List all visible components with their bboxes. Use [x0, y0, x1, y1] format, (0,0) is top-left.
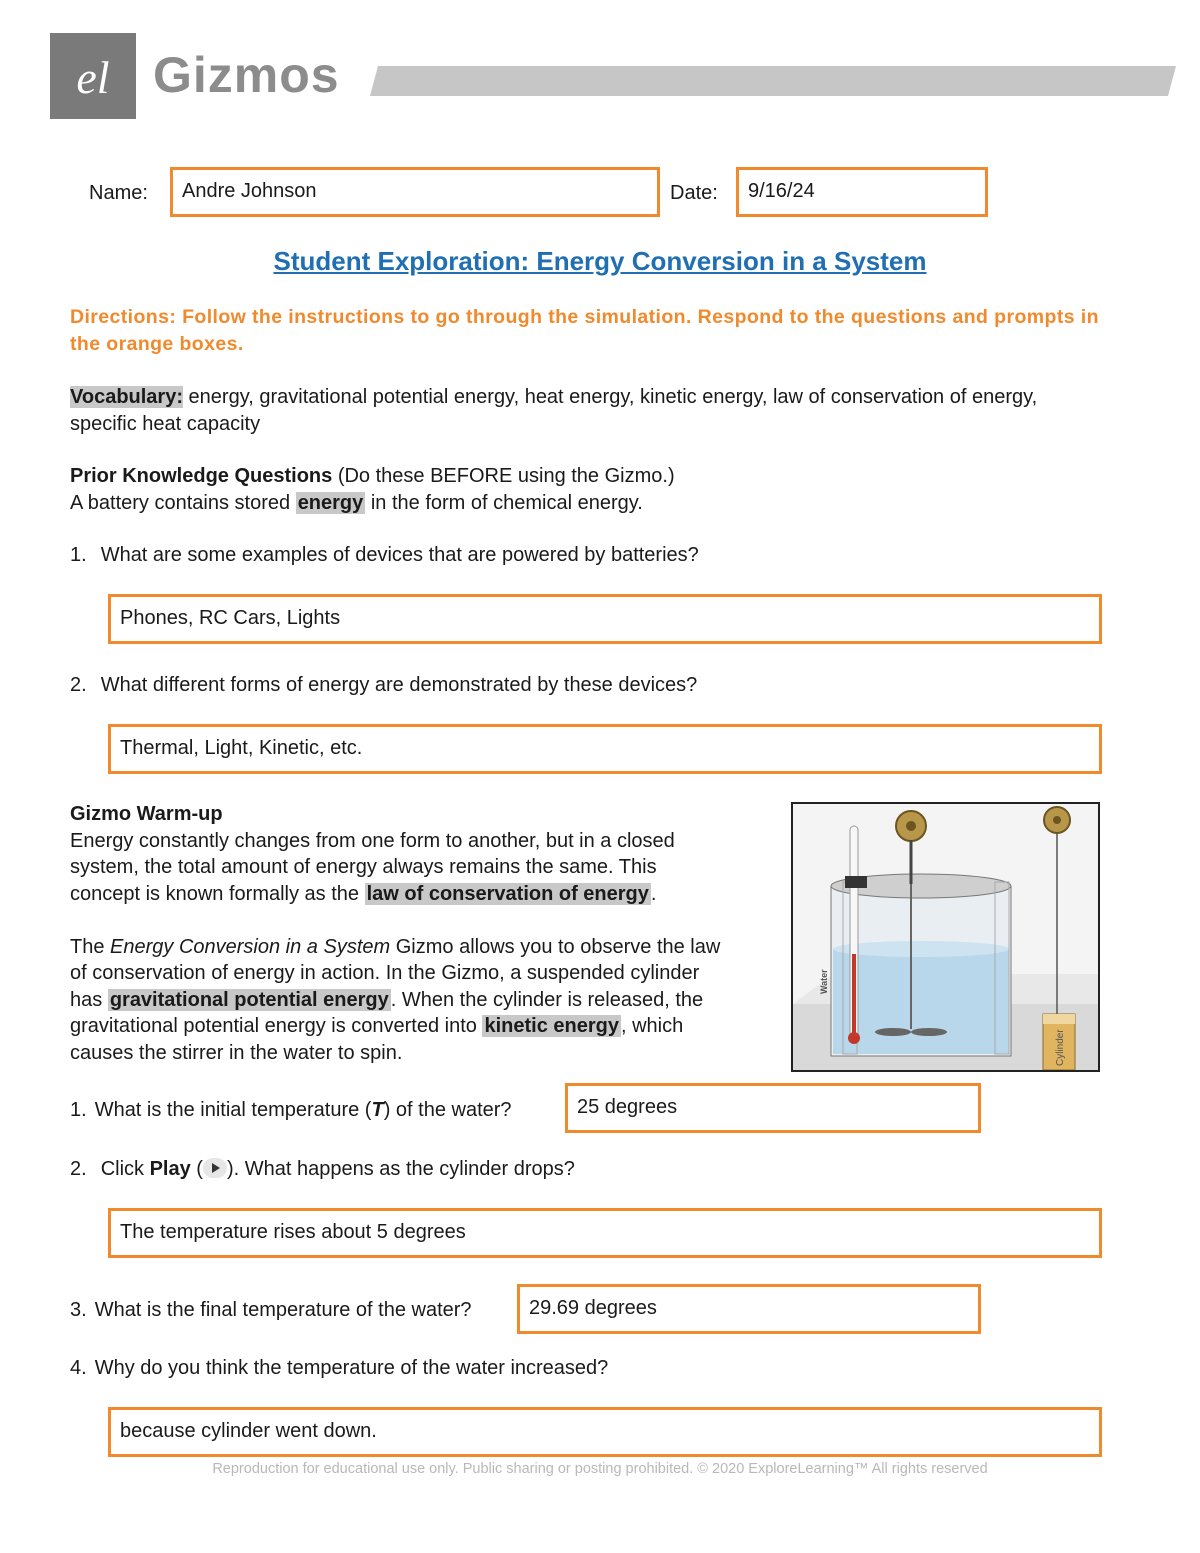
- vocabulary-list-cont: specific heat capacity: [70, 412, 261, 435]
- prior-intro: A battery contains stored: [70, 491, 296, 514]
- date-field[interactable]: 9/16/24: [736, 167, 988, 217]
- term-gravitational-potential: gravitational potential energy: [109, 988, 389, 1011]
- prior-heading-note: (Do these BEFORE using the Gizmo.): [332, 465, 675, 487]
- warmup-section: Gizmo Warm-up Energy constantly changes from one form to another, but in a closed system, the total amount of energy always remains the same. This concept is known formally as the law of conservation of energy . The Energy Conversion in a System Gizmo allows you to observe the law of conservation of energy in action. In the Gizmo, a suspended cylinder has gravitational potential energy . When the cylinder is released, the gravitational potential energy is converted into kinetic energy , which causes the stirrer in the water to spin.: [70, 803, 721, 1064]
- warmup-answer-2[interactable]: The temperature rises about 5 degrees: [108, 1208, 1102, 1258]
- vocabulary-list: energy, gravitational potential energy, heat energy, kinetic energy, law of conservation of energy,: [183, 386, 1038, 408]
- prior-answer-2[interactable]: Thermal, Light, Kinetic, etc.: [108, 724, 1102, 774]
- name-label: Name:: [89, 182, 148, 204]
- el-logo-icon: [50, 33, 136, 119]
- gizmo-simulation-image: [791, 802, 1100, 1072]
- svg-text:el: el: [76, 52, 110, 103]
- water-label: Water: [819, 969, 829, 994]
- warmup-question-3: 3. What is the final temperature of the water?: [70, 1299, 472, 1321]
- warmup-answer-1[interactable]: 25 degrees: [565, 1083, 981, 1133]
- cylinder-label: Cylinder: [1055, 1029, 1066, 1066]
- footer-copyright: Reproduction for educational use only. Public sharing or posting prohibited. © 2020 ExploreLearning™ All rights reserved: [212, 1461, 988, 1477]
- prior-question-2: 2. What different forms of energy are demonstrated by these devices?: [70, 674, 698, 696]
- term-energy: energy: [297, 491, 364, 514]
- prior-knowledge: [70, 463, 1130, 516]
- name-field[interactable]: Andre Johnson: [170, 167, 660, 217]
- app-name: Gizmos: [153, 47, 340, 103]
- prior-question-1: 1. What are some examples of devices that are powered by batteries?: [70, 544, 699, 566]
- prior-answer-1[interactable]: Phones, RC Cars, Lights: [108, 594, 1102, 644]
- date-label: Date:: [670, 182, 718, 204]
- explorelearning-logo: [50, 33, 136, 119]
- warmup-answer-3[interactable]: 29.69 degrees: [517, 1284, 981, 1334]
- warmup-heading: Gizmo Warm-up: [70, 803, 223, 825]
- vocabulary-label: Vocabulary:: [70, 386, 183, 408]
- header-bar: [370, 66, 1176, 96]
- warmup-answer-4[interactable]: because cylinder went down.: [108, 1407, 1102, 1457]
- warmup-question-2: 2. Click Play ( ). What happens as the cylinder drops?: [70, 1158, 575, 1180]
- term-kinetic-energy: kinetic energy: [484, 1015, 619, 1037]
- warmup-question-1: 1. What is the initial temperature (T) of the water?: [70, 1099, 512, 1121]
- warmup-question-4: 4. Why do you think the temperature of the water increased?: [70, 1357, 609, 1379]
- prior-intro-end: in the form of chemical energy.: [365, 491, 643, 514]
- term-law-of-conservation: law of conservation of energy: [366, 882, 649, 905]
- play-icon: [203, 1158, 227, 1178]
- page-title: Student Exploration: Energy Conversion in a System: [273, 246, 927, 276]
- directions: Directions: Follow the instructions to go through the simulation. Respond to the questions and prompts in the orange boxes.: [70, 306, 1099, 355]
- prior-heading: Prior Knowledge Questions: [70, 465, 333, 487]
- vocabulary: [70, 384, 1140, 437]
